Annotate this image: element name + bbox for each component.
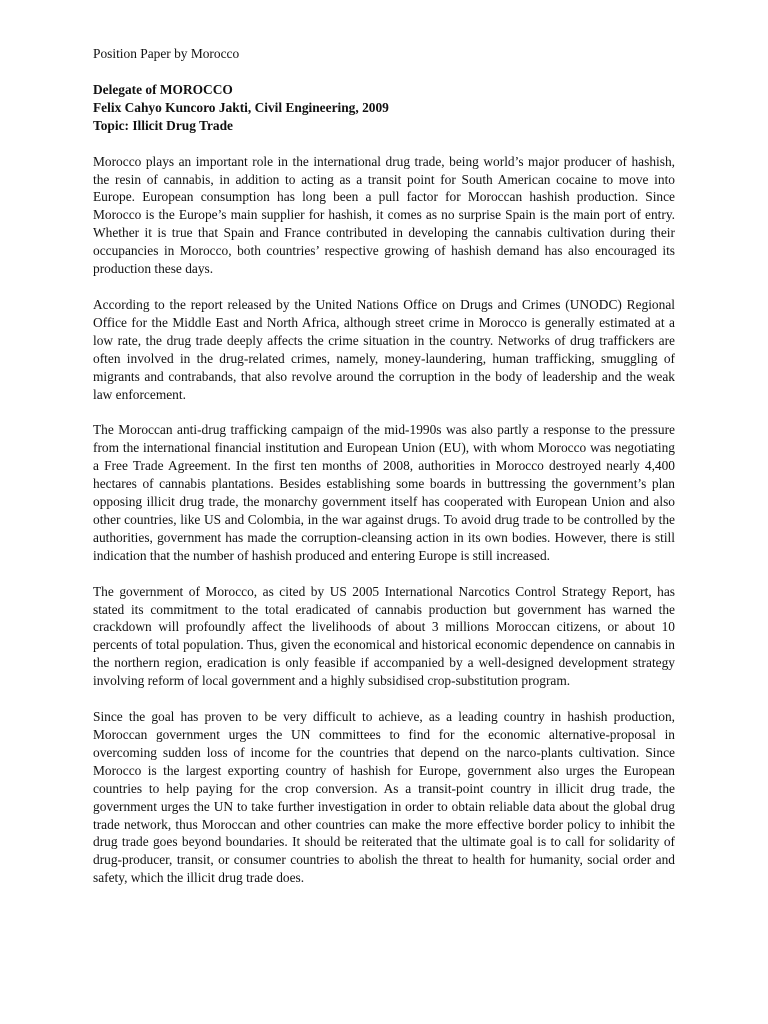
delegate-line: Delegate of MOROCCO — [93, 81, 233, 97]
paragraph-3: The Moroccan anti-drug trafficking campaign of the mid-1990s was also partly a response to the pressure from the international financial institution and European Union (EU), with whom Morocco was negotiating a Free Trade Agreement. In the first ten months of 2008, authorities in Morocco destroyed nearly 4,400 hectares of cannabis plantations. Besides establishing some boards in buttressing the government’s plan opposing illicit drug trade, the monarchy government itself has cooperated with European Union and also other countries, like US and Colombia, in the war against drugs. To avoid drug trade to be controlled by the authorities, government has made the corruption-cleansing action in its own bodies. However, there is still indication that the number of hashish produced and entering Europe is still increased. — [93, 422, 675, 563]
document-header: Position Paper by Morocco — [93, 46, 240, 61]
author-line: Felix Cahyo Kuncoro Jakti, Civil Engineering, 2009 — [93, 99, 389, 115]
paragraph-1: Morocco plays an important role in the international drug trade, being world’s major producer of hashish, the resin of cannabis, in addition to acting as a transit point for South American cocaine to move into Europe. European consumption has long been a pull factor for Moroccan hashish production. Since Morocco is the Europe’s main supplier for hashish, it comes as no surprise Spain is the main port of entry. Whether it is true that Spain and France contributed in developing the cannabis cultivation during their occupancies in Morocco, both countries’ respective growing of hashish demand has also encouraged its production these days. — [93, 153, 675, 277]
paragraph-5: Since the goal has proven to be very difficult to achieve, as a leading country in hashish production, Moroccan government urges the UN committees to find for the economic alternative-proposal in overcoming sudden loss of income for the countries that depend on the narco-plants cultivation. Since Morocco is the largest exporting country of hashish for Europe, government also urges the European countries to help paying for the crop conversion. As a transit-point country in illicit drug trade, the government urges the UN to take further investigation in order to obtain reliable data about the global drug trade network, thus Moroccan and other countries can make the more effective border policy to inhibit the drug trade goes beyond boundaries. It should be reiterated that the ultimate goal is to call for solidarity of drug-producer, transit, or consumer countries to abolish the threat to health for humanity, social order and safety, which the illicit drug trade does. — [93, 709, 675, 886]
topic-line: Topic: Illicit Drug Trade — [93, 117, 233, 133]
metadata-block — [93, 81, 675, 135]
paragraph-2: According to the report released by the United Nations Office on Drugs and Crimes (UNODC) Regional Office for the Middle East and North Africa, although street crime in Morocco is generally estimated at a low rate, the drug trade deeply affects the crime situation in the country. Networks of drug traffickers are often involved in the drug-related crimes, namely, money-laundering, human trafficking, smuggling of migrants and contrabands, that also revolve around the corruption in the body of leadership and the weak law enforcement. — [93, 296, 675, 402]
paragraph-4: The government of Morocco, as cited by US 2005 International Narcotics Control Strategy Report, has stated its commitment to the total eradicated of cannabis production but government has warned the crackdown will profoundly affect the livelihoods of about 3 millions Moroccan citizens, or about 10 percents of total population. Thus, given the economical and historical economic dependence on cannabis in the northern region, eradication is only feasible if accompanied by a well-designed development strategy involving reform of local government and a highly subsidised crop-substitution program. — [93, 583, 675, 689]
document-body — [93, 45, 675, 887]
